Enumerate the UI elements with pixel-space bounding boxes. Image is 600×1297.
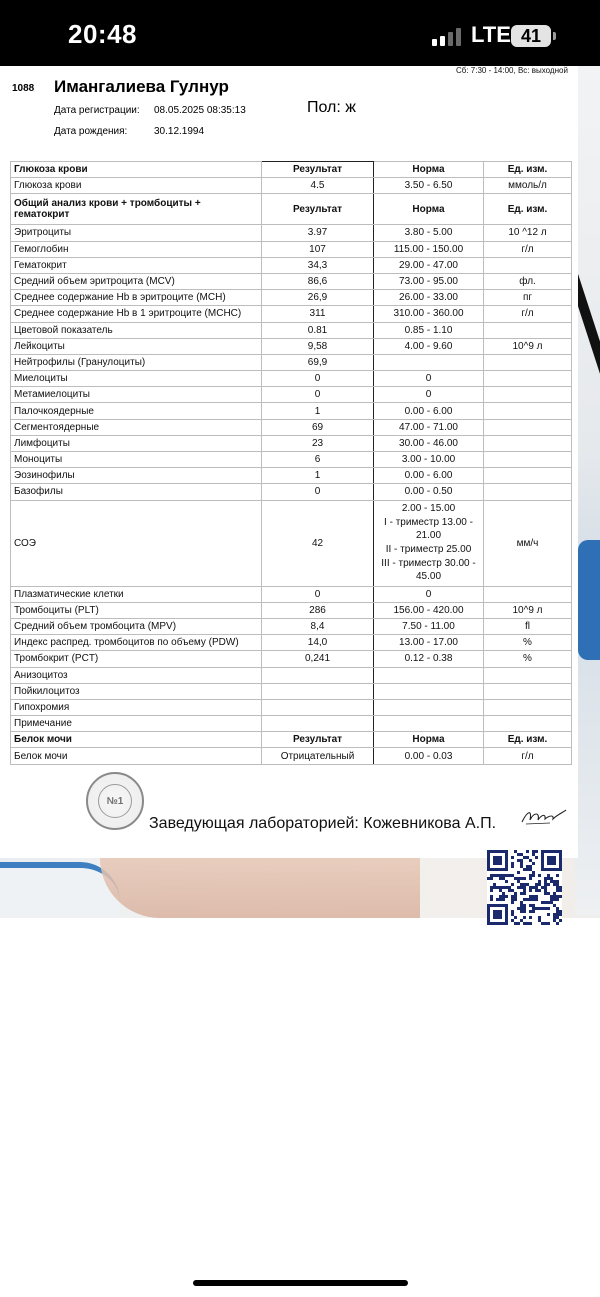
- norm-cell: 30.00 - 46.00: [374, 435, 484, 451]
- test-name-cell: Глюкоза крови: [11, 178, 262, 194]
- result-cell: 69,9: [262, 354, 374, 370]
- result-cell: 0.81: [262, 322, 374, 338]
- result-cell: 9,58: [262, 338, 374, 354]
- table-row: [11, 257, 572, 273]
- table-row: [11, 306, 572, 322]
- result-cell: 14,0: [262, 635, 374, 651]
- norm-cell: [374, 667, 484, 683]
- table-row: [11, 403, 572, 419]
- unit-cell: [484, 468, 572, 484]
- test-name-cell: Примечание: [11, 716, 262, 732]
- unit-cell: Ед. изм.: [484, 194, 572, 225]
- norm-cell: [374, 699, 484, 715]
- result-cell: 311: [262, 306, 374, 322]
- test-name-cell: Тромбокрит (PCT): [11, 651, 262, 667]
- result-cell: 3.97: [262, 225, 374, 241]
- norm-cell: 0.00 - 6.00: [374, 468, 484, 484]
- result-cell: Отрицательный: [262, 748, 374, 764]
- norm-cell: 0: [374, 387, 484, 403]
- result-cell: 0,241: [262, 651, 374, 667]
- result-cell: 6: [262, 452, 374, 468]
- unit-cell: [484, 699, 572, 715]
- test-name-cell: Средний объем тромбоцита (MPV): [11, 618, 262, 634]
- test-name-cell: Пойкилоцитоз: [11, 683, 262, 699]
- result-cell: 42: [262, 500, 374, 586]
- qr-code-icon: [487, 850, 562, 925]
- table-row: [11, 716, 572, 732]
- norm-cell: Норма: [374, 194, 484, 225]
- test-name-cell: Глюкоза крови: [11, 162, 262, 178]
- table-row: [11, 354, 572, 370]
- test-name-cell: Эритроциты: [11, 225, 262, 241]
- test-name-cell: Нейтрофилы (Гранулоциты): [11, 354, 262, 370]
- unit-cell: [484, 683, 572, 699]
- unit-cell: пг: [484, 290, 572, 306]
- table-row: [11, 371, 572, 387]
- network-type: LTE: [471, 22, 511, 47]
- patient-gender: Пол: ж: [307, 99, 356, 116]
- table-row: [11, 748, 572, 764]
- result-cell: [262, 699, 374, 715]
- status-time: 20:48: [68, 19, 137, 49]
- test-name-cell: Общий анализ крови + тромбоциты + гематокрит: [11, 194, 262, 225]
- unit-cell: ммоль/л: [484, 178, 572, 194]
- test-name-cell: Палочкоядерные: [11, 403, 262, 419]
- table-row: [11, 290, 572, 306]
- norm-cell: 4.00 - 9.60: [374, 338, 484, 354]
- result-cell: Результат: [262, 194, 374, 225]
- birth-date-label: Дата рождения:: [54, 126, 128, 137]
- norm-cell: 13.00 - 17.00: [374, 635, 484, 651]
- test-name-cell: Индекс распред. тромбоцитов по объему (PDW): [11, 635, 262, 651]
- table-row: [11, 419, 572, 435]
- results-table: [10, 161, 572, 765]
- result-cell: 0: [262, 387, 374, 403]
- table-row: [11, 452, 572, 468]
- table-row: [11, 322, 572, 338]
- norm-cell: 310.00 - 360.00: [374, 306, 484, 322]
- head-of-laboratory: Заведующая лабораторией: Кожевникова А.П.: [149, 815, 497, 832]
- unit-cell: 10^9 л: [484, 602, 572, 618]
- unit-cell: [484, 354, 572, 370]
- unit-cell: [484, 667, 572, 683]
- norm-cell: 0.00 - 6.00: [374, 403, 484, 419]
- norm-cell: Норма: [374, 732, 484, 748]
- table-row: [11, 683, 572, 699]
- battery-nub: [553, 32, 556, 40]
- result-cell: Результат: [262, 162, 374, 178]
- table-row: [11, 602, 572, 618]
- result-cell: 34,3: [262, 257, 374, 273]
- table-row: [11, 225, 572, 241]
- result-cell: 0: [262, 586, 374, 602]
- test-name-cell: Средний объем эритроцита (MCV): [11, 273, 262, 289]
- norm-cell: [374, 354, 484, 370]
- test-name-cell: Моноциты: [11, 452, 262, 468]
- result-cell: 23: [262, 435, 374, 451]
- unit-cell: фл.: [484, 273, 572, 289]
- table-row: [11, 178, 572, 194]
- test-name-cell: Гипохромия: [11, 699, 262, 715]
- norm-cell: 0: [374, 371, 484, 387]
- table-row: [11, 241, 572, 257]
- table-row: [11, 586, 572, 602]
- result-cell: 286: [262, 602, 374, 618]
- patient-id: 1088: [12, 83, 35, 94]
- background-clothing: [578, 540, 600, 660]
- unit-cell: [484, 403, 572, 419]
- norm-cell: 0.12 - 0.38: [374, 651, 484, 667]
- norm-cell: 3.00 - 10.00: [374, 452, 484, 468]
- table-row: [11, 635, 572, 651]
- table-section-header: [11, 194, 572, 225]
- test-name-cell: Белок мочи: [11, 732, 262, 748]
- unit-cell: fl: [484, 618, 572, 634]
- norm-cell: 0.85 - 1.10: [374, 322, 484, 338]
- test-name-cell: Тромбоциты (PLT): [11, 602, 262, 618]
- result-cell: 0: [262, 484, 374, 500]
- background-face: [100, 852, 420, 918]
- test-name-cell: Эозинофилы: [11, 468, 262, 484]
- birth-date-value: 30.12.1994: [154, 126, 205, 137]
- unit-cell: 10^9 л: [484, 338, 572, 354]
- table-row: [11, 387, 572, 403]
- norm-cell: 7.50 - 11.00: [374, 618, 484, 634]
- test-name-cell: Белок мочи: [11, 748, 262, 764]
- table-section-header: [11, 162, 572, 178]
- norm-cell: 0: [374, 586, 484, 602]
- lab-stamp: [86, 772, 144, 830]
- result-cell: 69: [262, 419, 374, 435]
- norm-cell: [374, 683, 484, 699]
- table-row: [11, 338, 572, 354]
- unit-cell: %: [484, 635, 572, 651]
- test-name-cell: Среднее содержание Hb в эритроците (MCH): [11, 290, 262, 306]
- test-name-cell: Метамиелоциты: [11, 387, 262, 403]
- norm-cell: 3.80 - 5.00: [374, 225, 484, 241]
- test-name-cell: Сегментоядерные: [11, 419, 262, 435]
- unit-cell: г/л: [484, 748, 572, 764]
- unit-cell: [484, 387, 572, 403]
- unit-cell: [484, 419, 572, 435]
- table-row: [11, 273, 572, 289]
- lab-schedule: Сб: 7:30 - 14:00, Вс: выходной: [456, 66, 568, 75]
- registration-date-label: Дата регистрации:: [54, 105, 140, 116]
- test-name-cell: Плазматические клетки: [11, 586, 262, 602]
- test-name-cell: СОЭ: [11, 500, 262, 586]
- norm-cell: 47.00 - 71.00: [374, 419, 484, 435]
- test-name-cell: Базофилы: [11, 484, 262, 500]
- unit-cell: г/л: [484, 306, 572, 322]
- test-name-cell: Миелоциты: [11, 371, 262, 387]
- result-cell: 1: [262, 468, 374, 484]
- unit-cell: [484, 371, 572, 387]
- norm-cell: 115.00 - 150.00: [374, 241, 484, 257]
- result-cell: 4.5: [262, 178, 374, 194]
- unit-cell: [484, 257, 572, 273]
- test-name-cell: Лимфоциты: [11, 435, 262, 451]
- test-name-cell: Лейкоциты: [11, 338, 262, 354]
- unit-cell: [484, 435, 572, 451]
- cellular-signal-icon: [432, 28, 466, 46]
- norm-cell: 2.00 - 15.00 I - триместр 13.00 - 21.00 II - триместр 25.00 III - триместр 30.00 - 45.00: [374, 500, 484, 586]
- result-cell: [262, 683, 374, 699]
- home-indicator[interactable]: [193, 1280, 408, 1286]
- unit-cell: [484, 322, 572, 338]
- unit-cell: Ед. изм.: [484, 162, 572, 178]
- norm-cell: 0.00 - 0.50: [374, 484, 484, 500]
- result-cell: 8,4: [262, 618, 374, 634]
- unit-cell: [484, 716, 572, 732]
- result-cell: Результат: [262, 732, 374, 748]
- unit-cell: мм/ч: [484, 500, 572, 586]
- unit-cell: [484, 484, 572, 500]
- battery-icon: 41: [511, 25, 551, 47]
- result-cell: 107: [262, 241, 374, 257]
- table-row: [11, 500, 572, 586]
- norm-cell: 73.00 - 95.00: [374, 273, 484, 289]
- norm-cell: 156.00 - 420.00: [374, 602, 484, 618]
- test-name-cell: Анизоцитоз: [11, 667, 262, 683]
- norm-cell: 0.00 - 0.03: [374, 748, 484, 764]
- table-row: [11, 435, 572, 451]
- table-row: [11, 651, 572, 667]
- unit-cell: [484, 586, 572, 602]
- patient-name: Имангалиева Гулнур: [54, 77, 229, 96]
- table-row: [11, 468, 572, 484]
- table-row: [11, 699, 572, 715]
- registration-date-value: 08.05.2025 08:35:13: [154, 105, 246, 116]
- result-cell: 0: [262, 371, 374, 387]
- unit-cell: %: [484, 651, 572, 667]
- background-edge: [575, 66, 600, 916]
- result-cell: [262, 667, 374, 683]
- unit-cell: Ед. изм.: [484, 732, 572, 748]
- unit-cell: [484, 452, 572, 468]
- test-name-cell: Гемоглобин: [11, 241, 262, 257]
- norm-cell: 3.50 - 6.50: [374, 178, 484, 194]
- table-row: [11, 667, 572, 683]
- lab-stamp-number: №1: [98, 784, 132, 818]
- norm-cell: [374, 716, 484, 732]
- unit-cell: 10 ^12 л: [484, 225, 572, 241]
- result-cell: 26,9: [262, 290, 374, 306]
- unit-cell: г/л: [484, 241, 572, 257]
- signature-icon: [520, 806, 568, 828]
- table-section-header: [11, 732, 572, 748]
- norm-cell: 26.00 - 33.00: [374, 290, 484, 306]
- test-name-cell: Среднее содержание Hb в 1 эритроците (MCHC): [11, 306, 262, 322]
- table-row: [11, 484, 572, 500]
- norm-cell: Норма: [374, 162, 484, 178]
- result-cell: 1: [262, 403, 374, 419]
- result-cell: 86,6: [262, 273, 374, 289]
- table-row: [11, 618, 572, 634]
- test-name-cell: Цветовой показатель: [11, 322, 262, 338]
- result-cell: [262, 716, 374, 732]
- test-name-cell: Гематокрит: [11, 257, 262, 273]
- norm-cell: 29.00 - 47.00: [374, 257, 484, 273]
- status-bar: [0, 0, 600, 66]
